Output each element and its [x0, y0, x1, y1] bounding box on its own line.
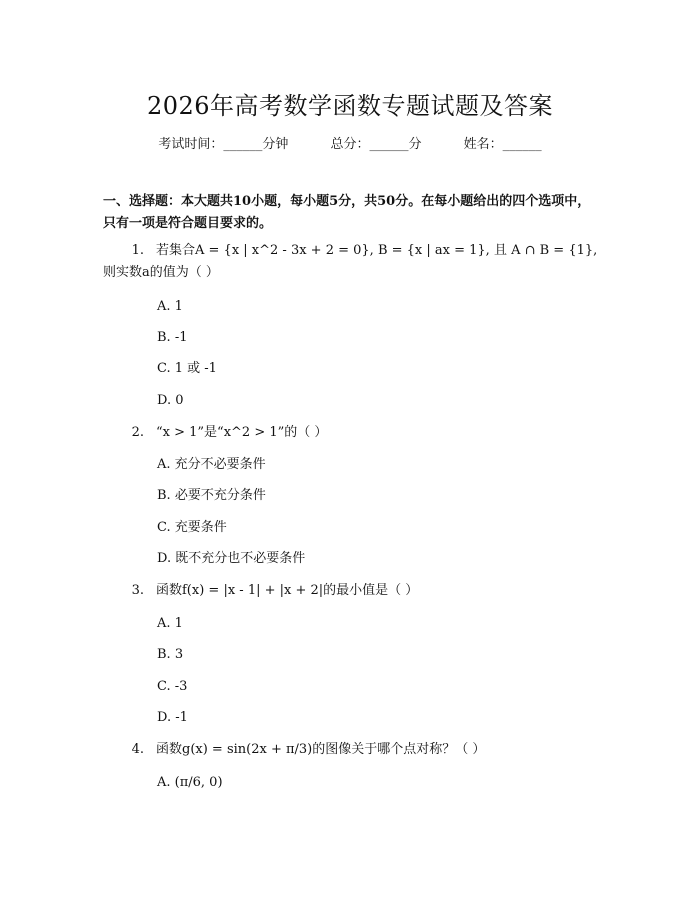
- option-1d: D. 0: [157, 393, 184, 408]
- question-number: 3.: [131, 583, 144, 598]
- option-2b: B. 必要不充分条件: [157, 488, 266, 503]
- page-title: 2026年高考数学函数专题试题及答案: [146, 92, 554, 120]
- question-text: “x > 1”是“x^2 > 1”的（ ）: [156, 425, 328, 440]
- question-text: 若集合A = {x | x^2 - 3x + 2 = 0}, B = {x | ax = 1}, 且 A ∩ B = {1}, 则实数a的值为（ ）: [103, 243, 598, 280]
- total-score-field: 总分：______分: [330, 137, 422, 152]
- section-heading: 一、选择题：本大题共10小题，每小题5分，共50分。在每小题给出的四个选项中，只有一项是符合题目要求的。: [103, 194, 591, 231]
- question-1: [103, 240, 600, 284]
- question-text: 函数f(x) = |x - 1| + |x + 2|的最小值是（ ）: [156, 583, 419, 598]
- question-number: 1.: [131, 243, 144, 258]
- student-name-field: 姓名：______: [463, 137, 542, 152]
- option-3d: D. -1: [157, 710, 188, 725]
- option-4a: A. (π/6, 0): [157, 775, 223, 790]
- option-2a: A. 充分不必要条件: [157, 457, 266, 472]
- option-3b: B. 3: [157, 647, 184, 662]
- question-2: [103, 422, 600, 444]
- question-text: 函数g(x) = sin(2x + π/3)的图像关于哪个点对称？（ ）: [156, 742, 486, 757]
- option-1a: A. 1: [157, 299, 183, 314]
- exam-info-line: [0, 133, 700, 152]
- question-number: 4.: [131, 742, 144, 757]
- option-2d: D. 既不充分也不必要条件: [157, 551, 306, 566]
- option-3a: A. 1: [157, 616, 183, 631]
- question-4: [103, 739, 600, 761]
- question-number: 2.: [131, 425, 144, 440]
- question-3: [103, 580, 600, 602]
- option-1c: C. 1 或 -1: [157, 361, 217, 376]
- exam-time-field: 考试时间：______分钟: [158, 137, 289, 152]
- option-3c: C. -3: [157, 679, 188, 694]
- option-2c: C. 充要条件: [157, 520, 227, 535]
- option-1b: B. -1: [157, 330, 188, 345]
